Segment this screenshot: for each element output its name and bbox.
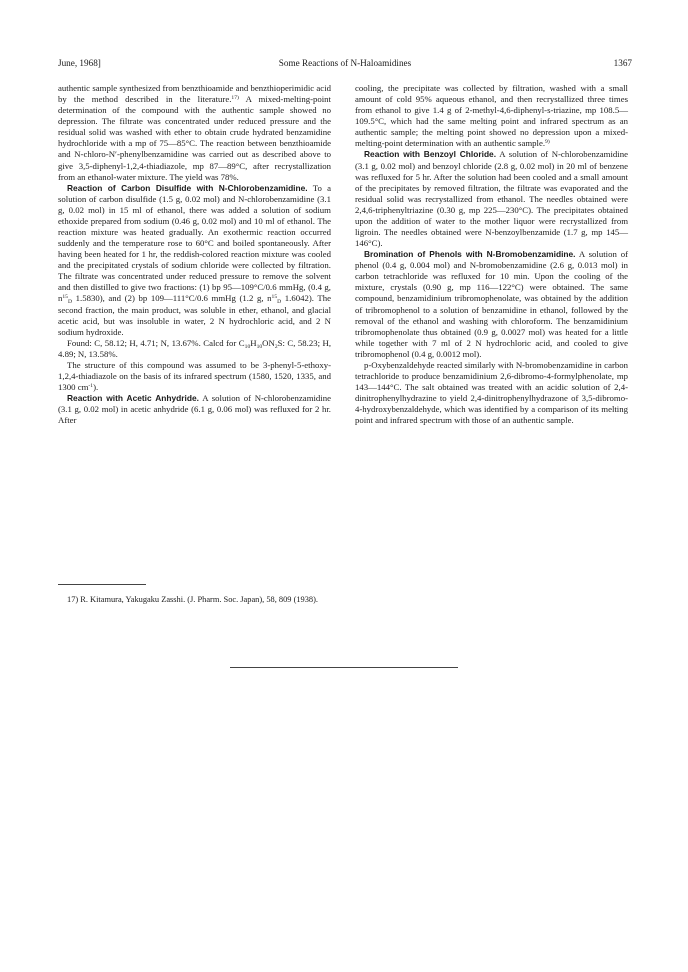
section-heading: Reaction with Benzoyl Chloride. xyxy=(364,149,497,160)
right-column xyxy=(355,83,628,426)
section-heading: Bromination of Phenols with N-Bromobenzamidine. xyxy=(364,249,576,260)
footnote xyxy=(58,594,331,605)
paragraph: Reaction of Carbon Disulfide with N-Chlorobenzamidine. To a solution of carbon disulfide (1.5 g, 0.02 mol) and N-chlorobenzamidine (3.1 g, 0.02 mol) in 15 ml of ethanol, there was added a solution of sodium ethoxide prepared from sodium (0.46 g, 0.02 mol) and 10 ml of ethanol. The reaction mixture was heated gradually. An exothermic reaction occurred suddenly and the temperature rose to 60°C and boiled spontaneously. After having been heated for 1 hr, the reddish-colored reaction mixture was cooled and the precipitated crystals of sodium chloride were collected by filtration. The filtrate was concentrated under reduced pressure to remove the solvent and then distilled to give two fractions: (1) bp 95—109°C/0.6 mmHg, (0.4 g, $n^{15}_D$ 1.5830), and (2) bp 109—111°C/0.6 mmHg (1.2 g, $n^{15}_D$ 1.6042). The second fraction, the main product, was soluble in ether, ethanol, and glacial acetic acid, but was insoluble in water, 2 N hydrochloric acid, and 2 N sodium hydroxide. xyxy=(58,182,332,337)
footnote-text: 17) R. Kitamura, Yakugaku Zasshi. (J. Pharm. Soc. Japan), 58, 809 (1938). xyxy=(67,595,318,604)
paragraph: Reaction with Benzoyl Chloride. A solution of N-chlorobenzamidine (3.1 g, 0.02 mol) and benzoyl chloride (2.8 g, 0.02 mol) in 20 ml of benzene was refluxed for 5 hr. After the solution had been cooled and a small amount of the precipitates by removed filtration, the filtrate was evaporated and the residual solid was recrystallized from ethanol. The needles obtained were 2,4,6-triphenyltriazine (0.30 g, mp 225—230°C). The precipitates obtained upon the addition of water to the mother liquor were recrystallized from ligroin. The needles obtained were N-benzoylbenzamide (1.7 g, mp 145—146°C). xyxy=(355,149,628,249)
running-header xyxy=(58,58,632,72)
elemental-analysis: Found: C, 58.12; H, 4.71; N, 13.67%. Calcd for $C_{10}H_{10}ON_2S$: C, 58.23; H, 4.89; N, 13.58%. xyxy=(58,337,332,359)
paragraph: Reaction with Acetic Anhydride. A solution of N-chlorobenzamidine (3.1 g, 0.02 mol) in acetic anhydride (6.1 g, 0.06 mol) was refluxed for 2 hr. After xyxy=(58,393,331,426)
paragraph: authentic sample synthesized from benzthioamide and benzthioperimidic acid by the method described in the literature.$^{17)}$ A mixed-melting-point determination of the compound with the authentic sample showed no depression. The filtrate was concentrated under reduced pressure and the residual solid was washed with ether to obtain crude hydrated benzamidine hydrochloride with a mp of 75—85°C. The reaction between benzthioamide and N-chloro-N′-phenylbenzamidine was carried out as described above to give 3,5-diphenyl-1,2,4-thiadiazole, mp 87—89°C, after recrystallization from an ethanol-water mixture. The yield was 78%. xyxy=(58,83,331,182)
footnote-divider xyxy=(58,584,146,585)
page-number: 1367 xyxy=(613,58,632,68)
citation-ref: 9) xyxy=(545,139,550,146)
paragraph: The structure of this compound was assumed to be 3-phenyl-5-ethoxy-1,2,4-thiadiazole on the basis of its infrared spectrum (1580, 1520, 1335, and 1300 $cm^{-1}$). xyxy=(58,359,331,393)
section-heading: Reaction with Acetic Anhydride. xyxy=(67,393,199,404)
citation-ref: 17) xyxy=(231,95,239,102)
end-of-article-rule xyxy=(230,667,458,668)
running-title: Some Reactions of N-Haloamidines xyxy=(278,58,412,68)
left-column xyxy=(58,83,331,426)
paragraph: Bromination of Phenols with N-Bromobenzamidine. A solution of phenol (0.4 g, 0.004 mol) and N-bromobenzamidine (2.6 g, 0.013 mol) in carbon tetrachloride was refluxed for 10 min. Upon the cooling of the mixture, crystals (0.90 g, mp 116—122°C) were obtained. The same compound, benzamidinium tribromophenolate, was obtained by the addition of tribromophenol to a solution of benzamidine in ethanol, followed by the removal of the ethanol and washing with chloroform. The benzamidinium tribromophenolate thus obtained (0.9 g, 0.0027 mol) was heated for a little while together with 7 ml of 2 N hydrochloric acid, and cooled to give tribromophenol (0.4 g, 0.0012 mol). xyxy=(355,249,629,359)
issue-date: June, 1968] xyxy=(58,58,101,68)
section-heading: Reaction of Carbon Disulfide with N-Chlorobenzamidine. xyxy=(67,182,308,193)
paragraph: p-Oxybenzaldehyde reacted similarly with N-bromobenzamidine in carbon tetrachloride to produce benzamidinium 2,6-dibromo-4-formylphenolate, mp 143—144°C. The salt obtained was treated with an acidic solution of 2,4-dinitrophenylhydrazine to yield 2,4-dinitrophenylhydrazone of 3,5-dibromo-4-hydroxybenzaldehyde, which was identified by a comparison of its melting point and infrared spectrum with those of an authentic sample. xyxy=(355,359,628,426)
paragraph: cooling, the precipitate was collected by filtration, washed with a small amount of cold 95% aqueous ethanol, and then recrystallized three times from ethanol to give 1.4 g of 2-methyl-4,6-diphenyl-s-triazine, mp 108.5—109.5°C, which had the same melting point and infrared spectrum as an authentic sample; the melting point showed no depression upon a mixed-melting-point determination with an authentic sample.$^{9)}$ xyxy=(355,83,628,149)
